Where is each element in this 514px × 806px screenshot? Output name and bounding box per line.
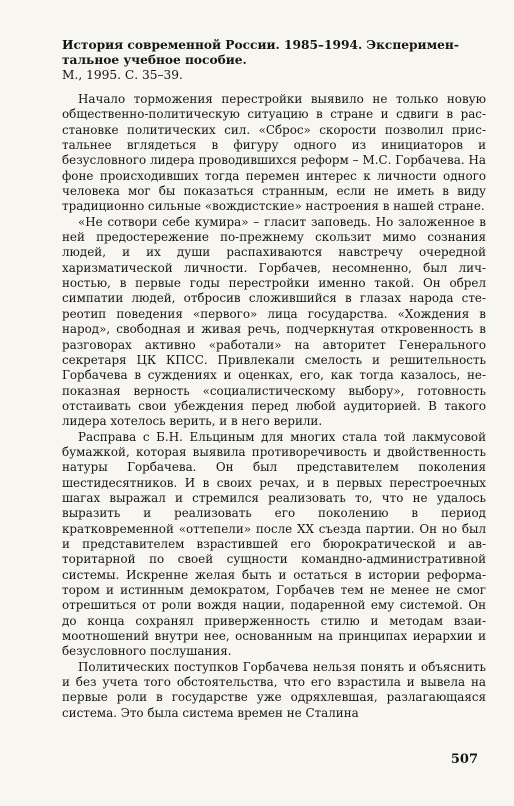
source-imprint: М., 1995. С. 35–39. <box>62 68 183 82</box>
paragraph-1: Начало торможения перестройки выявило не только новую общественно-политическую ситуацию в стране и сдвиги в расстановке политических сил. «Сброс» скорости позволил пристальнее вглядеться в фигуру одного из инициаторов и безусловного лидера проводившихся реформ – М.С. Горбачева. На фоне происходивших тогда перемен интерес к личности одного человека мог бы показаться странным, если не иметь в виду традиционно сильные «вождистские» настроения в нашей стране. <box>62 92 486 214</box>
page-number: 507 <box>450 752 478 767</box>
paragraph-2: «Не сотвори себе кумира» – гласит заповедь. Но заложенное в ней предостережение по-прежнему скользит мимо сознания людей, и их души распахиваются навстречу очередной харизматической личности. Горбачев, несомненно, был личностью, в первые годы перестройки именно такой. Он обрел симпатии людей, отбросив сложившийся в глазах народа стереотип поведения «первого» лица государства. «Хождения в народ», свободная и живая речь, подчеркнутая откровенность в разговорах активно «работали» на авторитет Генерального секретаря ЦК КПСС. Привлекали смелость и решительность Горбачева в суждениях и оценках, его, как тогда казалось, непоказная верность «социалистическому выбору», готовность отстаивать свои убеждения перед любой аудиторией. В такого лидера хотелось верить, и в него верили. <box>62 214 486 429</box>
paragraph-4: Политических поступков Горбачева нельзя понять и объяснить и без учета того обстоятельства, что его взрастила и вывела на первые роли в государстве уже одряхлевшая, разлагающаяся система. Это была система времен не Сталина <box>62 659 486 720</box>
source-reference <box>62 38 486 83</box>
paragraph-3: Расправа с Б.Н. Ельциным для многих стала той лакмусовой бумажкой, которая выявила противоречивость и двойственность натуры Горбачева. Он был представителем поколения шестидесятников. И в своих речах, и в первых перестроечных шагах выражал и стремился реализовать то, что не удалось выразить и реализовать его поколению в период кратковременной «оттепели» после XX съезда партии. Он но был и представителем взрастившей его бюрократической и авторитарной по своей сущности командно-административной системы. Искренне желая быть и остаться в истории реформатором и истинным демократом, Горбачев тем не менее не смог отрешиться от роли вождя нации, подаренной ему системой. Он до конца сохранял приверженность стилю и методам взаимоотношений внутри нее, основанным на принципах иерархии и безусловного послушания. <box>62 429 486 659</box>
document-page <box>62 38 486 778</box>
source-title: История современной России. 1985–1994. Экспериментальное учебное пособие. <box>62 38 459 67</box>
body-text <box>62 92 486 721</box>
